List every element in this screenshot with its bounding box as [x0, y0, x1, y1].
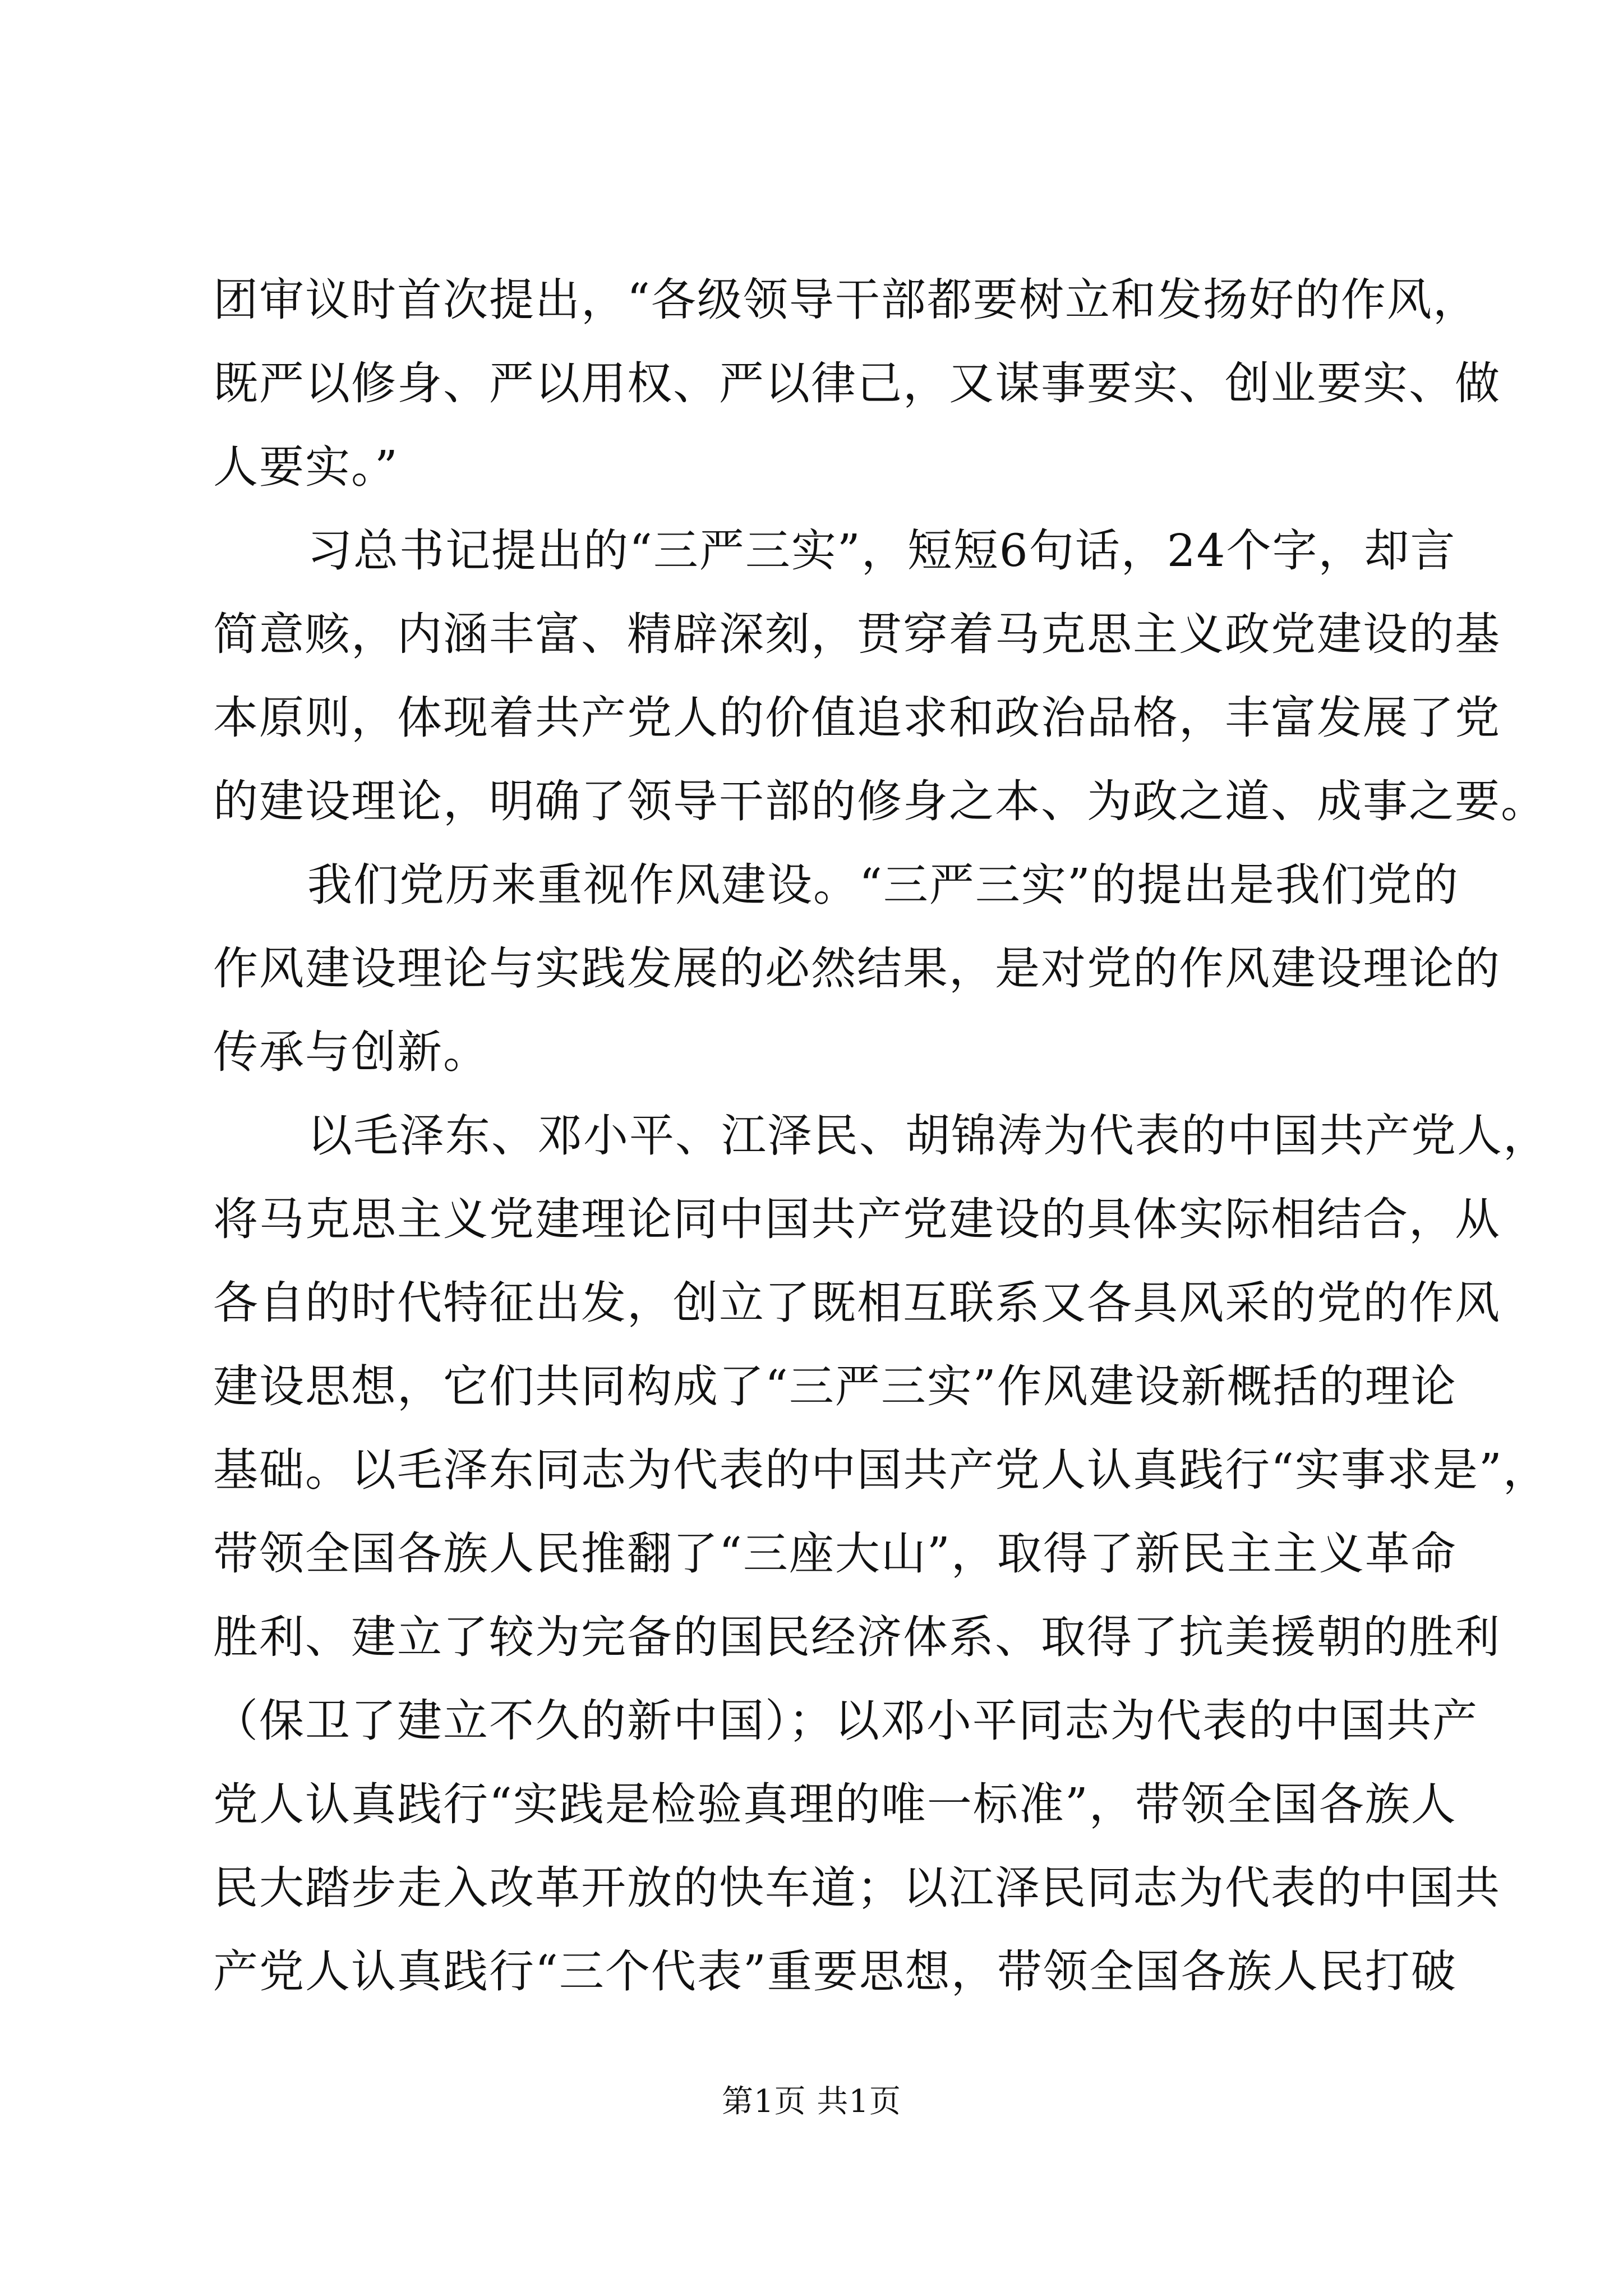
document-body	[213, 258, 1549, 2013]
text-line: 本原则，体现着共产党人的价值追求和政治品格，丰富发展了党	[213, 692, 1501, 744]
text-line: 产党人认真践行“三个代表”重要思想，带领全国各族人民打破	[213, 1945, 1457, 1998]
text-line: 人要实。”	[213, 441, 399, 493]
text-line: （保卫了建立不久的新中国）；以邓小平同志为代表的中国共产	[213, 1695, 1478, 1747]
text-line: 简意赅，内涵丰富、精辟深刻，贯穿着马克思主义政党建设的基	[213, 608, 1501, 660]
text-line: 胜利、建立了较为完备的国民经济体系、取得了抗美援朝的胜利	[213, 1611, 1501, 1663]
text-line: 基础。以毛泽东同志为代表的中国共产党人认真践行“实事求是”，	[213, 1444, 1549, 1496]
text-line: 党人认真践行“实践是检验真理的唯一标准”，带领全国各族人	[213, 1778, 1457, 1830]
text-line: 将马克思主义党建理论同中国共产党建设的具体实际相结合，从	[213, 1193, 1501, 1245]
text-line: 既严以修身、严以用权、严以律己，又谋事要实、创业要实、做	[213, 357, 1501, 409]
text-line: 传承与创新。	[213, 1026, 489, 1078]
text-line: 带领全国各族人民推翻了“三座大山”，取得了新民主主义革命	[213, 1527, 1457, 1580]
text-line: 我们党历来重视作风建设。“三严三实”的提出是我们党的	[307, 859, 1459, 911]
text-line: 作风建设理论与实践发展的必然结果，是对党的作风建设理论的	[213, 942, 1501, 995]
text-line: 民大踏步走入改革开放的快车道；以江泽民同志为代表的中国共	[213, 1862, 1501, 1914]
text-line: 以毛泽东、邓小平、江泽民、胡锦涛为代表的中国共产党人，	[307, 1110, 1549, 1162]
text-line: 团审议时首次提出，“各级领导干部都要树立和发扬好的作风，	[213, 274, 1479, 326]
text-line: 各自的时代特征出发，创立了既相互联系又各具风采的党的作风	[213, 1277, 1501, 1329]
text-line: 习总书记提出的“三严三实”，短短6句话，24个字，却言	[307, 524, 1456, 577]
text-line: 的建设理论，明确了领导干部的修身之本、为政之道、成事之要。	[213, 775, 1547, 827]
text-line: 建设思想，它们共同构成了“三严三实”作风建设新概括的理论	[213, 1360, 1457, 1412]
page-number-footer: 第1页 共1页	[721, 2083, 902, 2120]
